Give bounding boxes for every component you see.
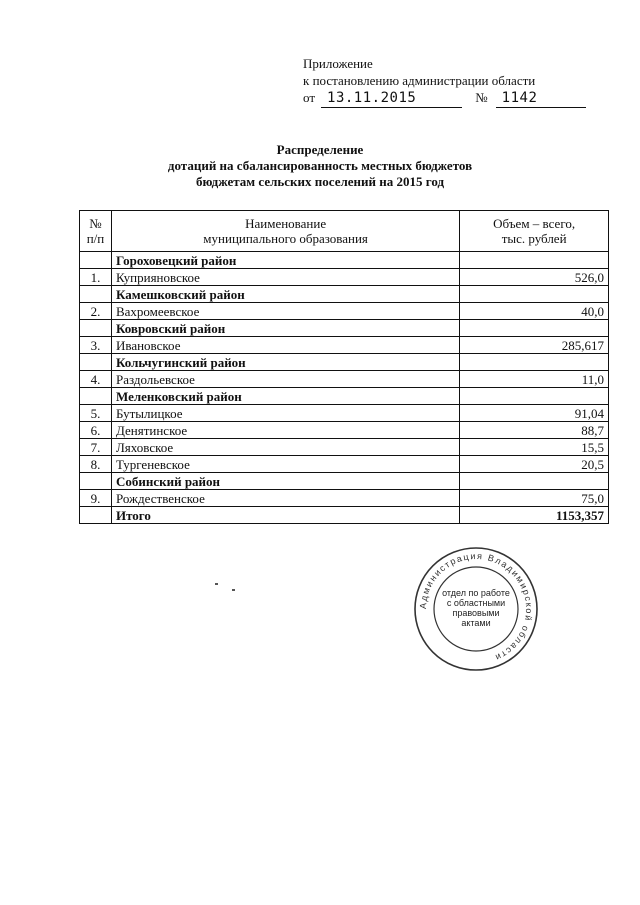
table-row bbox=[80, 456, 609, 473]
table-row bbox=[80, 490, 609, 507]
table-header-row bbox=[80, 211, 609, 252]
district-number-cell bbox=[80, 388, 112, 405]
district-number-cell bbox=[80, 252, 112, 269]
header-volume-line-2: тыс. рублей bbox=[501, 231, 567, 246]
settlement-name: Ляховское bbox=[111, 439, 459, 456]
district-row bbox=[80, 286, 609, 303]
district-row bbox=[80, 473, 609, 490]
district-name: Меленковский район bbox=[111, 388, 459, 405]
row-number: 3. bbox=[80, 337, 112, 354]
header-name-line-2: муниципального образования bbox=[203, 231, 368, 246]
title-line-1: Распределение bbox=[276, 142, 364, 157]
header-volume bbox=[460, 211, 609, 252]
table-row bbox=[80, 371, 609, 388]
appendix-header bbox=[303, 55, 586, 108]
subsidy-value: 75,0 bbox=[460, 490, 609, 507]
title-line-3: бюджетам сельских поселений на 2015 год bbox=[195, 174, 445, 189]
row-number: 4. bbox=[80, 371, 112, 388]
seal-line-2: с областными bbox=[446, 598, 506, 608]
district-row bbox=[80, 354, 609, 371]
table-body bbox=[80, 252, 609, 507]
table-row bbox=[80, 303, 609, 320]
district-row bbox=[80, 388, 609, 405]
settlement-name: Куприяновское bbox=[111, 269, 459, 286]
subsidy-value: 285,617 bbox=[460, 337, 609, 354]
seal-line-3: правовыми bbox=[452, 608, 500, 618]
subsidy-value: 88,7 bbox=[460, 422, 609, 439]
distribution-table bbox=[79, 210, 609, 524]
district-row bbox=[80, 320, 609, 337]
table-row bbox=[80, 439, 609, 456]
settlement-name: Бутылицкое bbox=[111, 405, 459, 422]
header-number-line-1: № bbox=[89, 216, 102, 231]
header-volume-line-1: Объем – всего, bbox=[493, 216, 576, 231]
header-number bbox=[80, 211, 112, 252]
header-name bbox=[111, 211, 459, 252]
district-name: Собинский район bbox=[111, 473, 459, 490]
row-number: 6. bbox=[80, 422, 112, 439]
seal-ring-text: Администрация Владимирской области bbox=[417, 550, 535, 664]
settlement-name: Рождественское bbox=[111, 490, 459, 507]
document-title bbox=[100, 142, 540, 190]
district-row bbox=[80, 252, 609, 269]
district-number-cell bbox=[80, 473, 112, 490]
total-value: 1153,357 bbox=[460, 507, 609, 524]
seal-center-text bbox=[436, 588, 516, 628]
appendix-reference: к постановлению администрации области bbox=[303, 73, 536, 88]
table-row bbox=[80, 269, 609, 286]
district-number-cell bbox=[80, 354, 112, 371]
decree-date: 13.11.2015 bbox=[321, 90, 462, 108]
district-value-cell bbox=[460, 320, 609, 337]
total-number-cell bbox=[80, 507, 112, 524]
row-number: 7. bbox=[80, 439, 112, 456]
settlement-name: Денятинское bbox=[111, 422, 459, 439]
table-row bbox=[80, 405, 609, 422]
district-number-cell bbox=[80, 286, 112, 303]
title-line-2: дотаций на сбалансированность местных бюджетов bbox=[167, 158, 473, 173]
row-number: 5. bbox=[80, 405, 112, 422]
subsidy-value: 526,0 bbox=[460, 269, 609, 286]
seal-line-4: актами bbox=[461, 618, 491, 628]
settlement-name: Раздольевское bbox=[111, 371, 459, 388]
table-row bbox=[80, 422, 609, 439]
scan-speck bbox=[232, 589, 235, 591]
header-name-line-1: Наименование bbox=[245, 216, 327, 231]
row-number: 1. bbox=[80, 269, 112, 286]
subsidy-value: 11,0 bbox=[460, 371, 609, 388]
subsidy-value: 20,5 bbox=[460, 456, 609, 473]
settlement-name: Тургеневское bbox=[111, 456, 459, 473]
date-prefix: от bbox=[303, 90, 316, 105]
header-number-line-2: п/п bbox=[86, 231, 105, 246]
appendix-date-number bbox=[303, 89, 586, 108]
total-row bbox=[80, 507, 609, 524]
subsidy-value: 91,04 bbox=[460, 405, 609, 422]
district-value-cell bbox=[460, 473, 609, 490]
district-number-cell bbox=[80, 320, 112, 337]
appendix-label: Приложение bbox=[303, 56, 373, 71]
district-name: Камешковский район bbox=[111, 286, 459, 303]
scan-speck bbox=[215, 583, 218, 585]
row-number: 8. bbox=[80, 456, 112, 473]
number-prefix: № bbox=[475, 90, 488, 105]
seal-line-1: отдел по работе bbox=[442, 588, 510, 598]
settlement-name: Ивановское bbox=[111, 337, 459, 354]
district-value-cell bbox=[460, 388, 609, 405]
subsidy-value: 40,0 bbox=[460, 303, 609, 320]
district-name: Кольчугинский район bbox=[111, 354, 459, 371]
district-name: Ковровский район bbox=[111, 320, 459, 337]
decree-number: 1142 bbox=[496, 90, 586, 108]
subsidy-value: 15,5 bbox=[460, 439, 609, 456]
district-value-cell bbox=[460, 286, 609, 303]
total-label: Итого bbox=[111, 507, 459, 524]
district-name: Гороховецкий район bbox=[111, 252, 459, 269]
settlement-name: Вахромеевское bbox=[111, 303, 459, 320]
row-number: 2. bbox=[80, 303, 112, 320]
table-row bbox=[80, 337, 609, 354]
district-value-cell bbox=[460, 354, 609, 371]
row-number: 9. bbox=[80, 490, 112, 507]
district-value-cell bbox=[460, 252, 609, 269]
